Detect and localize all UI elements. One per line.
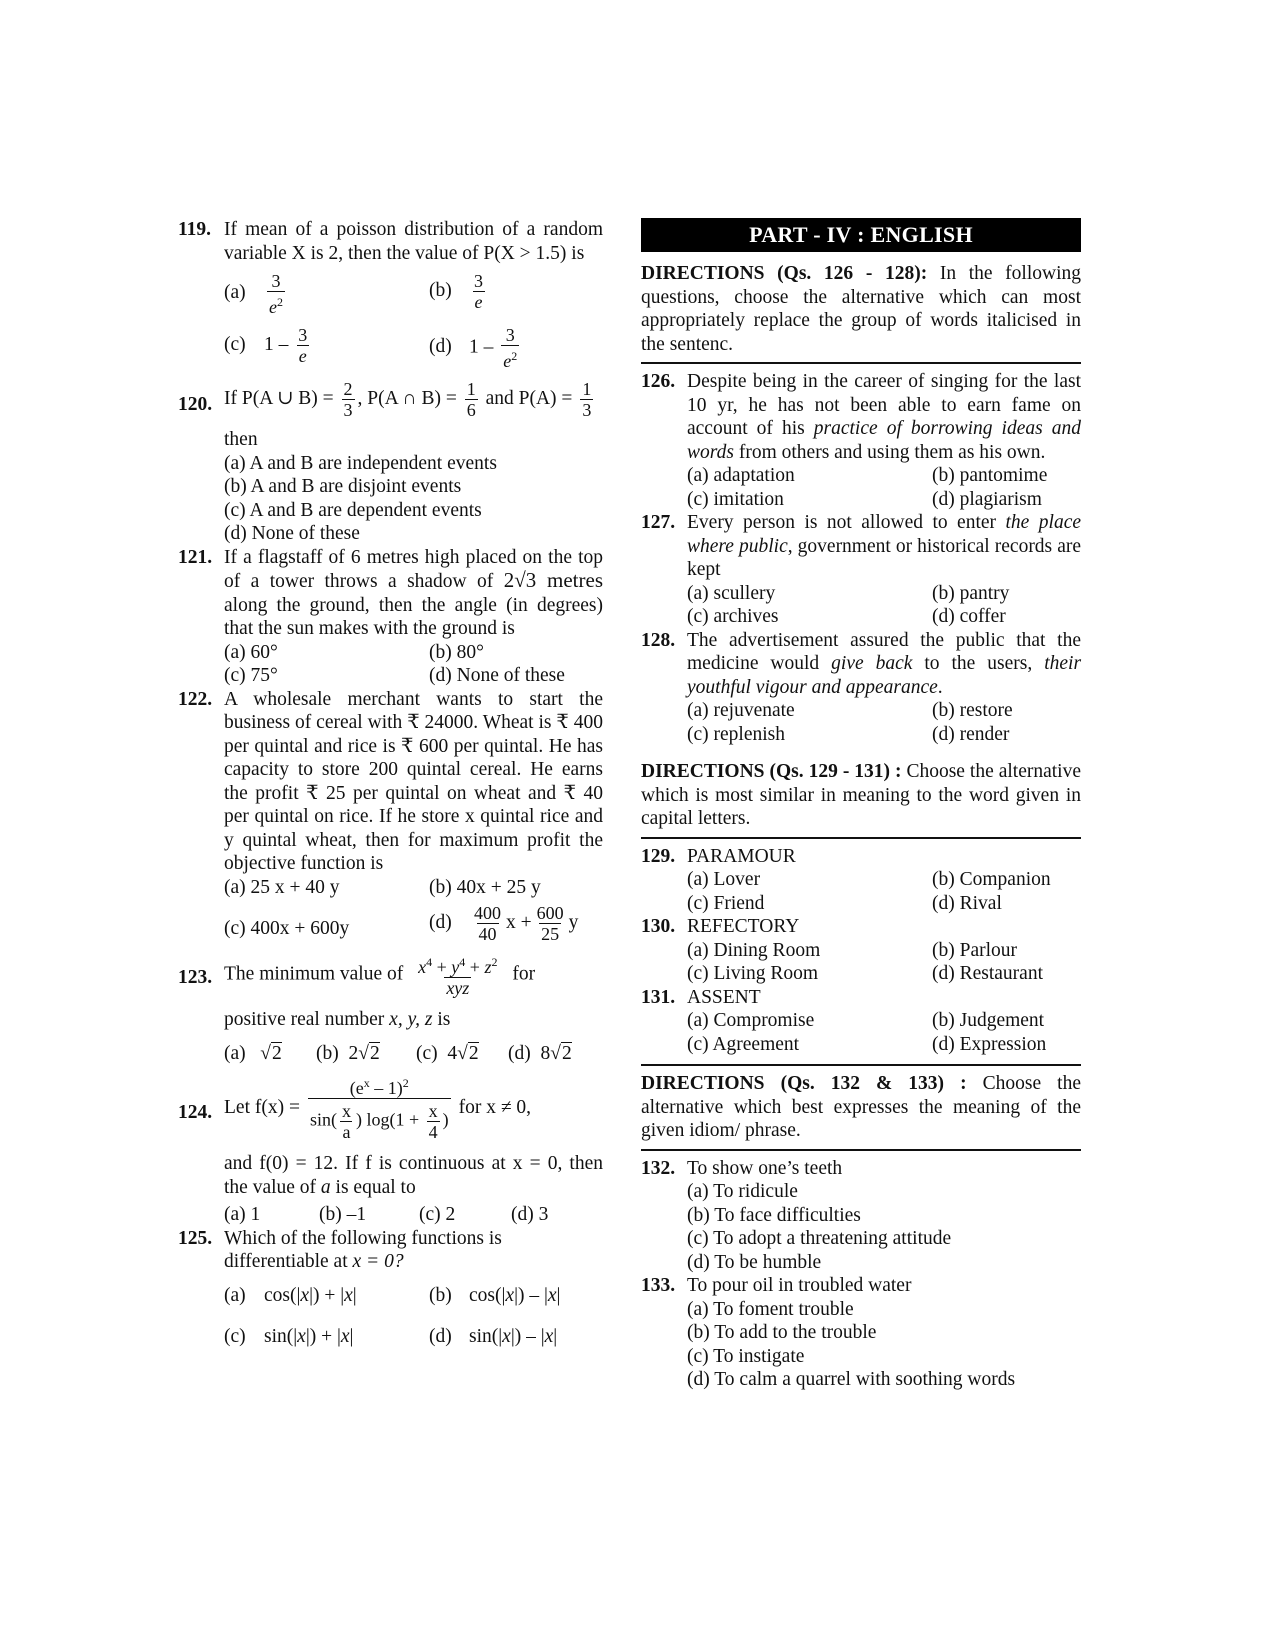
question-number: 122. xyxy=(178,688,213,710)
question-word: ASSENT xyxy=(687,986,761,1008)
question-text-2: and f(0) = 12. If f is continuous at x = 0, then the value of a is equal to xyxy=(224,1153,603,1198)
question-number: 120. xyxy=(178,394,213,415)
option-c: (c) replenish xyxy=(687,723,785,745)
divider xyxy=(641,1149,1081,1151)
option-c: (c) A and B are dependent events xyxy=(224,499,482,521)
options xyxy=(687,868,1081,915)
option-c: (c) sin(|x|) + |x| xyxy=(224,1326,354,1347)
directions-132-133: DIRECTIONS (Qs. 132 & 133) : Choose the alternative which best expresses the meaning of the given idiom/ phrase. xyxy=(641,1073,1082,1141)
options xyxy=(224,1203,603,1227)
shadow-value: 2√3 metres xyxy=(503,568,603,592)
option-a: (a) To ridicule xyxy=(687,1181,798,1202)
option-a: (a) adaptation xyxy=(687,465,795,486)
question-text: The minimum value of $\frac{x^4 + y^4 + z^2}{\text{xyz}}$ for xyxy=(224,955,536,998)
option-d: (d) plagiarism xyxy=(932,488,1042,510)
question-text: Let f(x) = $(e^x - 1)^2$ sin( $\frac{x}{a}$ ) log(1 + $\frac{x}{4}$ ) for x ≠ 0, xyxy=(224,1076,532,1142)
option-d: (d) coffer xyxy=(932,606,1006,627)
option-b: (b) Parlour xyxy=(932,939,1018,961)
question-number: 128. xyxy=(641,629,676,651)
option-a: (a) Dining Room xyxy=(687,939,821,961)
option-c: (c) 400x + 600y xyxy=(224,918,350,939)
question-131 xyxy=(641,986,1081,1057)
option-b: (b) 2√2 xyxy=(316,1042,380,1064)
option-c: (c) 1 – $\frac{3}{e}$ xyxy=(224,325,308,366)
part-header: PART - IV : ENGLISH xyxy=(641,218,1081,252)
question-122 xyxy=(178,688,603,945)
question-text: To show one’s teeth xyxy=(687,1157,843,1179)
option-c: (c) 75° xyxy=(224,665,278,686)
option-a: (a) To foment trouble xyxy=(687,1298,854,1320)
question-number: 124. xyxy=(178,1102,213,1123)
question-text-2: positive real number x, y, z is xyxy=(224,1009,451,1030)
question-124 xyxy=(178,1073,603,1227)
option-b: (b) cos(|x|) – |x| xyxy=(429,1284,561,1306)
option-c: (c) To instigate xyxy=(687,1345,805,1367)
option-a: (a) 60° xyxy=(224,641,278,663)
option-b: (b) 80° xyxy=(429,641,484,663)
question-text: Despite being in the career of singing for the last 10 yr, he has not been able to earn fame on account of his practice of borrowing ideas and words from others and using them as his own. xyxy=(687,371,1082,463)
right-column xyxy=(641,218,1081,1392)
question-number: 133. xyxy=(641,1275,676,1296)
option-a: (a) A and B are independent events xyxy=(224,452,497,474)
question-text: Every person is not allowed to enter the place where public, government or historical records are kept xyxy=(687,512,1082,580)
question-number: 119. xyxy=(178,219,212,240)
option-d: (d) Restaurant xyxy=(932,963,1044,984)
question-number: 125. xyxy=(178,1227,213,1249)
option-d: (d) Expression xyxy=(932,1033,1047,1055)
question-127 xyxy=(641,511,1081,629)
question-132 xyxy=(641,1157,1081,1275)
question-number: 129. xyxy=(641,845,676,867)
question-text: Which of the following functions is differentiable at x = 0? xyxy=(224,1227,502,1272)
options xyxy=(224,1284,603,1349)
option-a: (a) √2 xyxy=(224,1042,282,1064)
divider xyxy=(641,837,1081,839)
question-130 xyxy=(641,915,1081,986)
directions-129-131: DIRECTIONS (Qs. 129 - 131) : Choose the alternative which is most similar in meaning to the word given in capital letters. xyxy=(641,761,1081,829)
option-d: (d) 1 – $\frac{3}{e^2}$ xyxy=(429,325,518,371)
option-a: (a) Compromise xyxy=(687,1010,815,1031)
question-121 xyxy=(178,546,603,688)
option-b: (b) pantomime xyxy=(932,465,1048,486)
question-133 xyxy=(641,1274,1081,1392)
question-text: If a flagstaff of 6 metres high placed on the top of a tower throws a shadow of 2√3 metres along the ground, then the angle (in degrees) that the sun makes with the ground is xyxy=(224,546,603,639)
options xyxy=(687,582,1081,629)
options xyxy=(224,1042,603,1066)
option-d: (d) Rival xyxy=(932,892,1002,914)
question-123 xyxy=(178,952,603,1065)
option-d: (d) To calm a quarrel with soothing words xyxy=(687,1369,1016,1390)
options xyxy=(224,641,603,688)
question-129 xyxy=(641,845,1081,916)
option-c: (c) archives xyxy=(687,606,779,627)
option-b: (b) restore xyxy=(932,700,1013,721)
option-c: (c) 2 xyxy=(419,1204,456,1225)
option-c: (c) 4√2 xyxy=(416,1042,479,1064)
left-column xyxy=(178,218,603,1349)
question-128 xyxy=(641,629,1081,747)
option-b: (b) A and B are disjoint events xyxy=(224,476,462,497)
question-number: 130. xyxy=(641,916,676,937)
directions-126-128: DIRECTIONS (Qs. 126 - 128): In the following questions, choose the alternative which can most appropriately replace the group of words italicised in the sentenc. xyxy=(641,263,1081,355)
option-d: (d) To be humble xyxy=(687,1251,822,1273)
question-word: REFECTORY xyxy=(687,916,800,937)
question-text: To pour oil in troubled water xyxy=(687,1275,912,1296)
question-number: 131. xyxy=(641,986,676,1008)
option-d: (d) $\frac{400}{40}$ x + $\frac{600}{25}$ y xyxy=(429,903,579,944)
question-then: then xyxy=(224,429,258,450)
option-d: (d) None of these xyxy=(429,665,565,686)
question-word: PARAMOUR xyxy=(687,845,796,867)
option-d: (d) 3 xyxy=(511,1204,549,1225)
option-c: (c) Agreement xyxy=(687,1033,800,1055)
option-a: (a) 25 x + 40 y xyxy=(224,876,340,898)
option-d: (d) 8√2 xyxy=(508,1042,572,1064)
question-120 xyxy=(178,379,603,546)
option-d: (d) None of these xyxy=(224,523,360,544)
option-b: (b) pantry xyxy=(932,582,1010,604)
divider xyxy=(641,362,1081,364)
option-b: (b) –1 xyxy=(319,1204,367,1225)
question-number: 132. xyxy=(641,1157,676,1179)
option-c: (c) To adopt a threatening attitude xyxy=(687,1228,952,1249)
question-text: The advertisement assured the public that the medicine would give back to the users, their youthful vigour and appearance. xyxy=(687,629,1082,698)
option-b: (b) To add to the trouble xyxy=(687,1322,877,1343)
option-a: (a) rejuvenate xyxy=(687,700,795,721)
question-number: 121. xyxy=(178,546,213,568)
option-c: (c) Living Room xyxy=(687,963,819,984)
options xyxy=(687,464,1081,511)
option-c: (c) imitation xyxy=(687,488,784,510)
option-a: (a) $\frac{3}{e^2}$ xyxy=(224,271,283,317)
option-b: (b) Companion xyxy=(932,869,1051,890)
options xyxy=(224,271,603,371)
question-number: 126. xyxy=(641,371,676,392)
question-125 xyxy=(178,1227,603,1349)
options xyxy=(224,876,603,945)
question-text: If mean of a poisson distribution of a random variable X is 2, then the value of P(X > 1.5) is xyxy=(224,219,603,264)
question-number: 123. xyxy=(178,967,213,988)
option-d: (d) sin(|x|) – |x| xyxy=(429,1326,558,1347)
option-a: (a) Lover xyxy=(687,869,761,890)
options xyxy=(687,1009,1081,1056)
option-a: (a) 1 xyxy=(224,1204,261,1225)
option-b: (b) 40x + 25 y xyxy=(429,876,541,898)
option-b: (b) Judgement xyxy=(932,1010,1045,1031)
question-number: 127. xyxy=(641,512,676,533)
option-c: (c) Friend xyxy=(687,892,765,914)
option-b: (b) To face difficulties xyxy=(687,1204,861,1226)
option-a: (a) scullery xyxy=(687,582,776,604)
option-a: (a) cos(|x|) + |x| xyxy=(224,1284,357,1306)
question-text: If P(A ∪ B) = $\frac{2}{3}$ , P(A ∩ B) = $\frac{1}{6}$ and P(A) = $\frac{1}{3}$ xyxy=(224,379,592,420)
question-text: A wholesale merchant wants to start the business of cereal with ₹ 24000. Wheat is ₹ 400 per quintal and rice is ₹ 600 per quintal. He has capacity to store 200 quintal cereal. He earns the profit ₹ 25 per quintal on wheat and ₹ 40 per quintal on rice. If he store x quintal rice and y quintal wheat, then for maximum profit the objective function is xyxy=(224,688,603,874)
option-b: (b) $\frac{3}{e}$ xyxy=(429,271,483,312)
divider xyxy=(641,1064,1081,1066)
question-126 xyxy=(641,370,1081,511)
option-d: (d) render xyxy=(932,723,1010,745)
options xyxy=(687,939,1081,986)
options xyxy=(687,699,1081,746)
question-119 xyxy=(178,218,603,371)
